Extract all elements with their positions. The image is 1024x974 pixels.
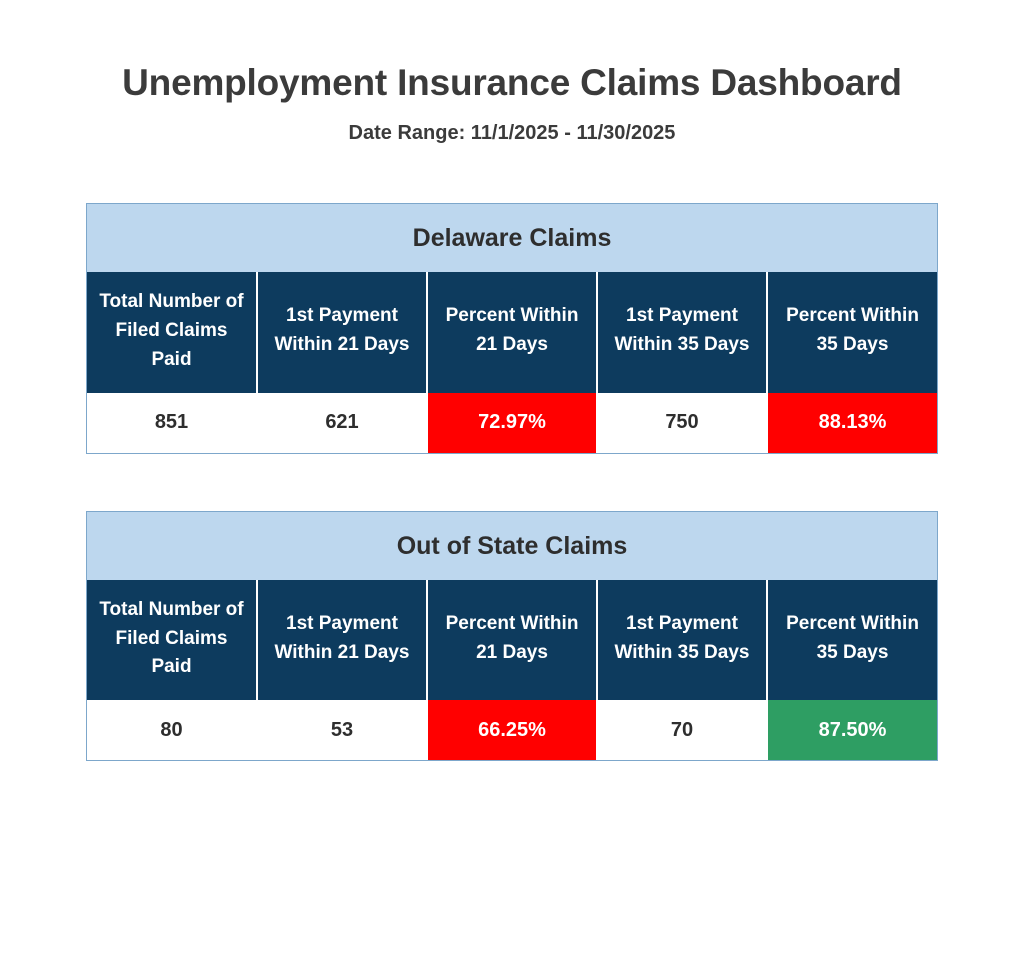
date-range-label: Date Range: 11/1/2025 - 11/30/2025: [348, 122, 676, 144]
column-header-first-payment-35: [597, 580, 767, 701]
cell-first-payment-35: 70: [597, 700, 767, 760]
cell-percent-21: 66.25%: [427, 700, 597, 760]
cell-percent-35: 87.50%: [767, 700, 937, 760]
cell-total-filed-claims-paid: 80: [87, 700, 257, 760]
cell-first-payment-35: 750: [597, 393, 767, 453]
column-header-first-payment-35: [597, 272, 767, 393]
column-header-line: 1st Payment Within 35 Days: [614, 613, 750, 663]
column-header-total-filed-claims-paid: [87, 580, 257, 701]
table-row: [87, 393, 937, 453]
out-of-state-metrics-table: [87, 580, 937, 761]
card-title-delaware: Delaware Claims: [87, 204, 937, 272]
column-header-first-payment-21: [257, 580, 427, 701]
column-header-line: Total Number of Filed Claims Paid: [99, 598, 244, 678]
column-header-percent-35: [767, 272, 937, 393]
out-of-state-claims-card: [86, 511, 938, 762]
column-header-line: Total Number of Filed Claims Paid: [99, 291, 244, 370]
column-header-percent-21: [427, 580, 597, 701]
column-header-first-payment-21: [257, 272, 427, 393]
card-title-out-of-state: Out of State Claims: [87, 512, 937, 580]
table-header-row: [87, 580, 937, 701]
column-header-line: 1st Payment Within 35 Days: [614, 305, 750, 356]
delaware-claims-card: [86, 203, 938, 454]
cell-percent-21: 72.97%: [427, 393, 597, 453]
cell-percent-35: 88.13%: [767, 393, 937, 453]
column-header-total-filed-claims-paid: [87, 272, 257, 393]
page-title: Unemployment Insurance Claims Dashboard: [122, 62, 902, 103]
cell-first-payment-21: 621: [257, 393, 427, 453]
column-header-line: Percent Within 21 Days: [445, 305, 579, 356]
tables-container: [0, 145, 1024, 761]
table-header-row: [87, 272, 937, 393]
column-header-line: Percent Within 21 Days: [445, 613, 579, 663]
delaware-metrics-table: [87, 272, 937, 453]
column-header-percent-35: [767, 580, 937, 701]
column-header-line: Percent Within 35 Days: [786, 305, 919, 356]
cell-total-filed-claims-paid: 851: [87, 393, 257, 453]
column-header-line: Percent Within 35 Days: [786, 613, 919, 663]
table-row: [87, 700, 937, 760]
cell-first-payment-21: 53: [257, 700, 427, 760]
column-header-percent-21: [427, 272, 597, 393]
column-header-line: 1st Payment Within 21 Days: [274, 613, 410, 663]
column-header-line: 1st Payment Within 21 Days: [274, 305, 410, 356]
